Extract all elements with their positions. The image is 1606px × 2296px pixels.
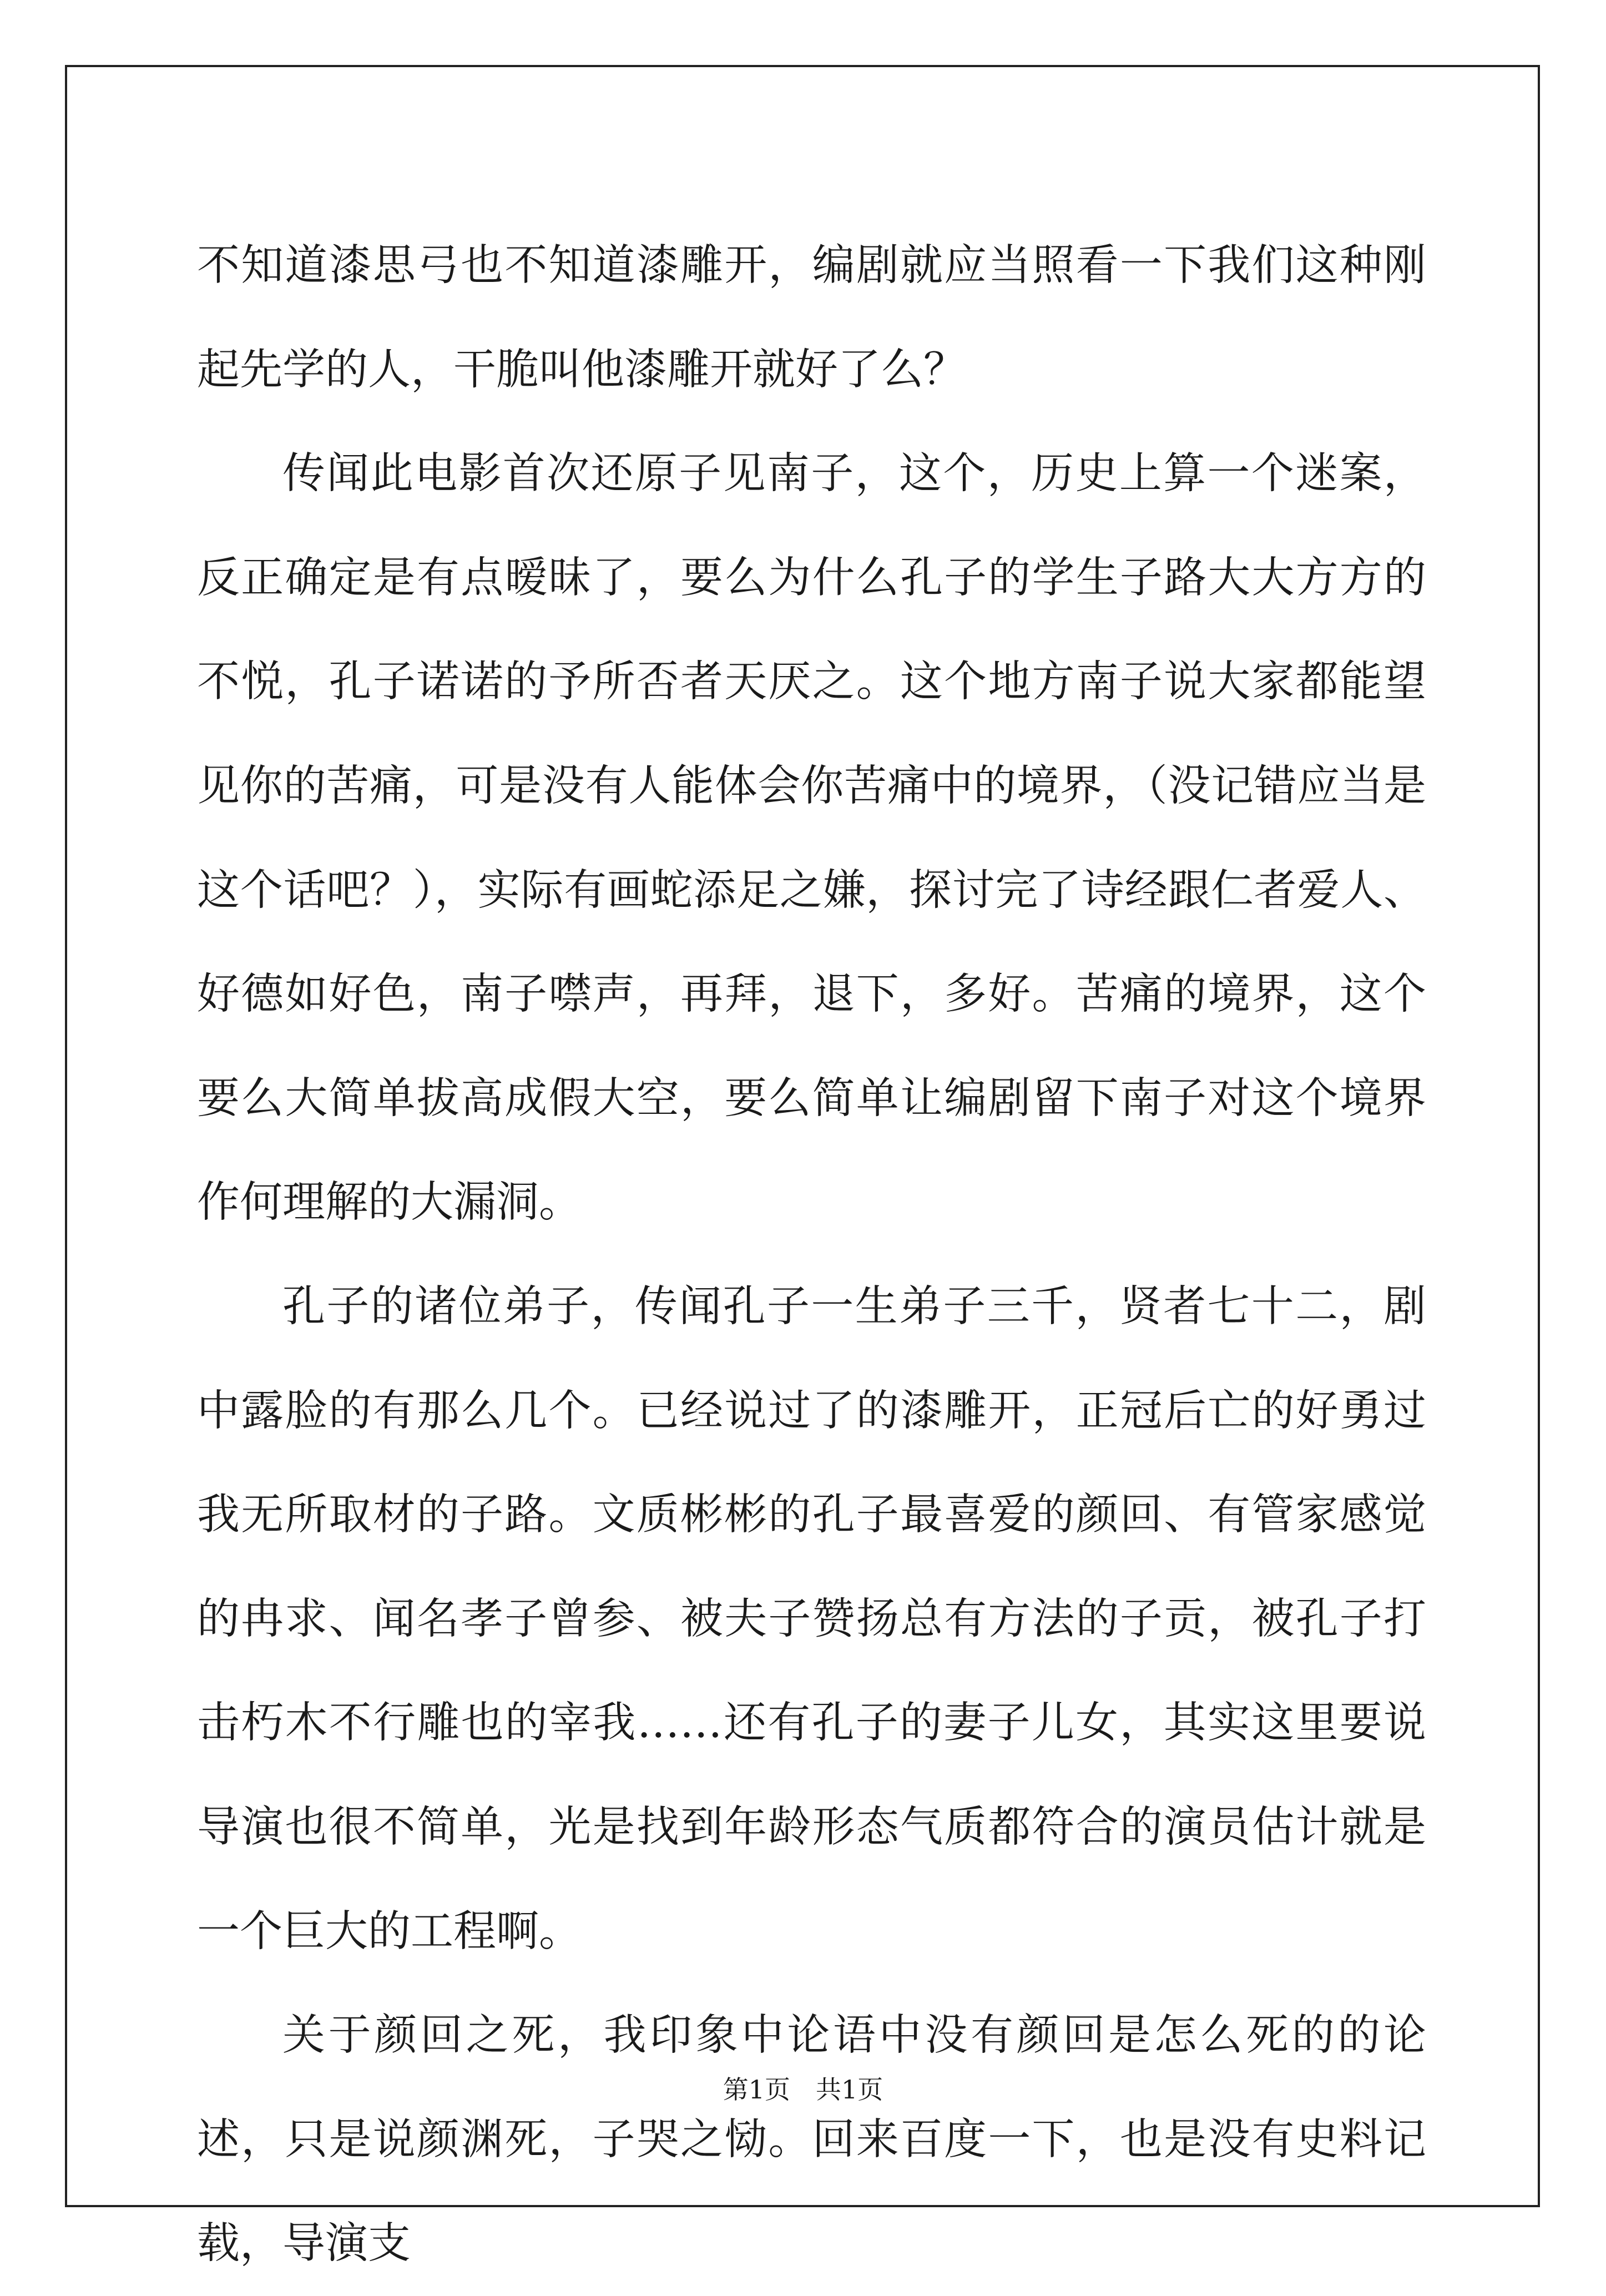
paragraph-1: 不知道漆思弓也不知道漆雕开，编剧就应当照看一下我们这种刚起先学的人，干脆叫他漆雕开就好了么？: [197, 241, 1426, 395]
paragraph-4: 关于颜回之死，我印象中论语中没有颜回是怎么死的的论述，只是说颜渊死，子哭之恸。回来百度一下，也是没有史料记载，导演支: [197, 2011, 1426, 2269]
document-body: [197, 214, 1426, 2296]
paragraph-2: 传闻此电影首次还原子见南子，这个，历史上算一个迷案，反正确定是有点暧昧了，要么为什么孔子的学生子路大大方方的不悦，孔子诺诺的予所否者天厌之。这个地方南子说大家都能望见你的苦痛，可是没有人能体会你苦痛中的境界，（没记错应当是这个话吧？），实际有画蛇添足之嫌，探讨完了诗经跟仁者爱人、好德如好色，南子噤声，再拜，退下，多好。苦痛的境界，这个要么大简单拔高成假大空，要么简单让编剧留下南子对这个境界作何理解的大漏洞。: [197, 449, 1426, 1228]
paragraph-3: 孔子的诸位弟子，传闻孔子一生弟子三千，贤者七十二，剧中露脸的有那么几个。已经说过了的漆雕开，正冠后亡的好勇过我无所取材的子路。文质彬彬的孔子最喜爱的颜回、有管家感觉的冉求、闻名孝子曾参、被夫子赞扬总有方法的子贡，被孔子打击朽木不行雕也的宰我……还有孔子的妻子儿女，其实这里要说导演也很不简单，光是找到年龄形态气质都符合的演员估计就是一个巨大的工程啊。: [197, 1281, 1426, 1956]
page-number-footer: 第1页 共1页: [723, 2075, 883, 2105]
